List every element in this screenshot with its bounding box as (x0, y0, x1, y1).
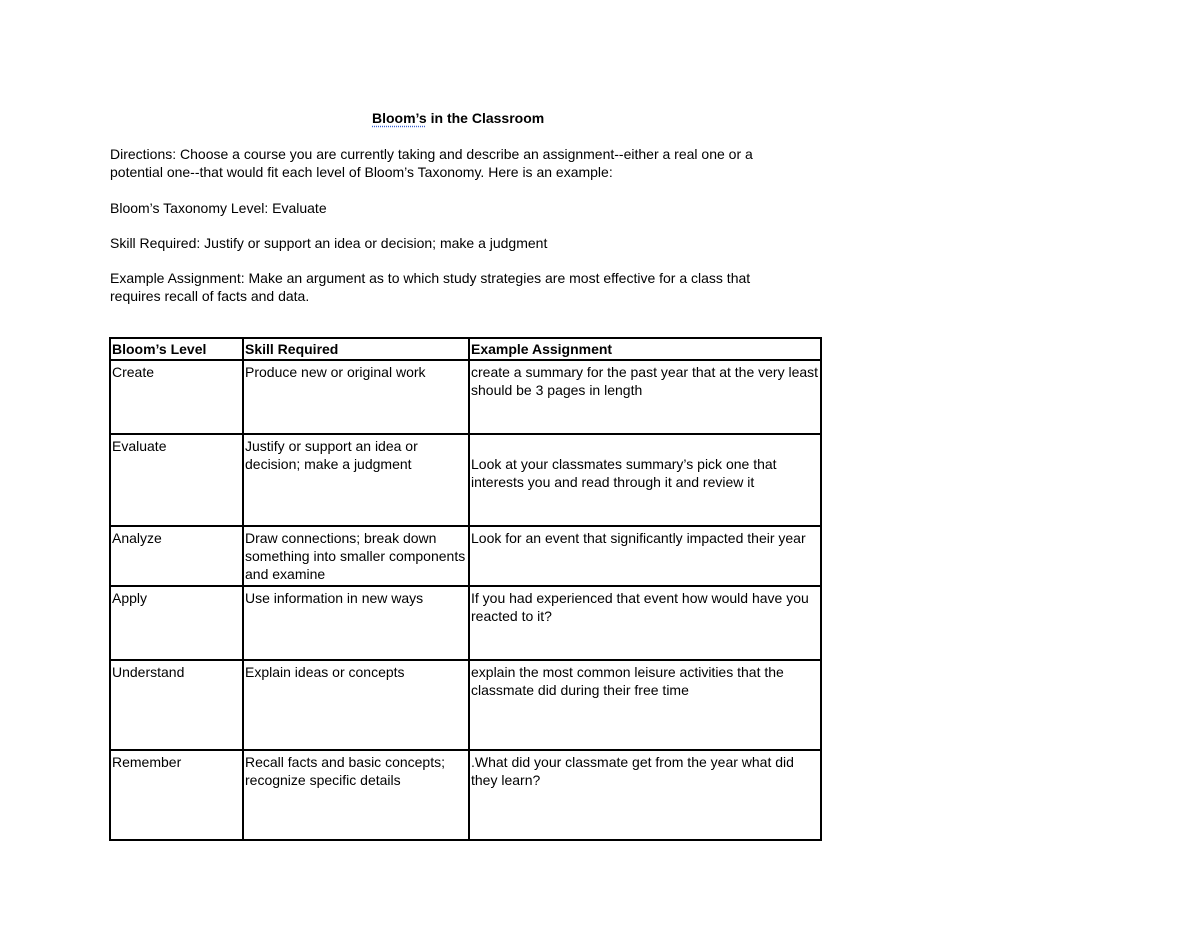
cell-assignment-text: Look at your classmates summary’s pick one that interests you and read through it and review it (471, 456, 777, 490)
cell-level: Analyze (110, 526, 243, 586)
cell-level: Understand (110, 660, 243, 750)
table-row (110, 586, 821, 660)
cell-assignment: .What did your classmate get from the year what did they learn? (469, 750, 821, 840)
directions-line-2: potential one--that would fit each level of Bloom’s Taxonomy. Here is an example: (110, 164, 613, 180)
example-assignment-line-1: Example Assignment: Make an argument as to which study strategies are most effective for a class that (110, 270, 751, 286)
title-bloom-word: Bloom’s (372, 110, 427, 126)
directions-paragraph (110, 145, 830, 181)
cell-level: Remember (110, 750, 243, 840)
cell-assignment: Look for an event that significantly impacted their year (469, 526, 821, 586)
cell-skill: Justify or support an idea or decision; make a judgment (243, 434, 469, 526)
cell-assignment (469, 434, 821, 526)
cell-level: Apply (110, 586, 243, 660)
cell-assignment: create a summary for the past year that at the very least should be 3 pages in length (469, 360, 821, 434)
cell-skill: Produce new or original work (243, 360, 469, 434)
cell-spacer (471, 437, 819, 455)
table-row (110, 434, 821, 526)
table-row (110, 750, 821, 840)
table-header-row (110, 338, 821, 360)
table-row (110, 360, 821, 434)
cell-level: Evaluate (110, 434, 243, 526)
title-rest: in the Classroom (426, 110, 545, 126)
header-level: Bloom’s Level (110, 338, 243, 360)
cell-skill: Use information in new ways (243, 586, 469, 660)
cell-assignment: explain the most common leisure activities that the classmate did during their free time (469, 660, 821, 750)
example-skill: Skill Required: Justify or support an idea or decision; make a judgment (110, 235, 548, 251)
cell-skill: Explain ideas or concepts (243, 660, 469, 750)
blooms-table (109, 337, 822, 841)
cell-skill: Draw connections; break down something into smaller components and examine (243, 526, 469, 586)
example-assignment (110, 269, 830, 305)
example-assignment-line-2: requires recall of facts and data. (110, 288, 310, 304)
cell-assignment: If you had experienced that event how would have you reacted to it? (469, 586, 821, 660)
table-row (110, 660, 821, 750)
cell-level: Create (110, 360, 243, 434)
directions-line-1: Directions: Choose a course you are currently taking and describe an assignment--either a real one or a (110, 146, 753, 162)
example-level: Bloom’s Taxonomy Level: Evaluate (110, 200, 327, 216)
table-row (110, 526, 821, 586)
header-assignment: Example Assignment (469, 338, 821, 360)
cell-skill: Recall facts and basic concepts; recognize specific details (243, 750, 469, 840)
page-title (372, 110, 544, 126)
header-skill: Skill Required (243, 338, 469, 360)
